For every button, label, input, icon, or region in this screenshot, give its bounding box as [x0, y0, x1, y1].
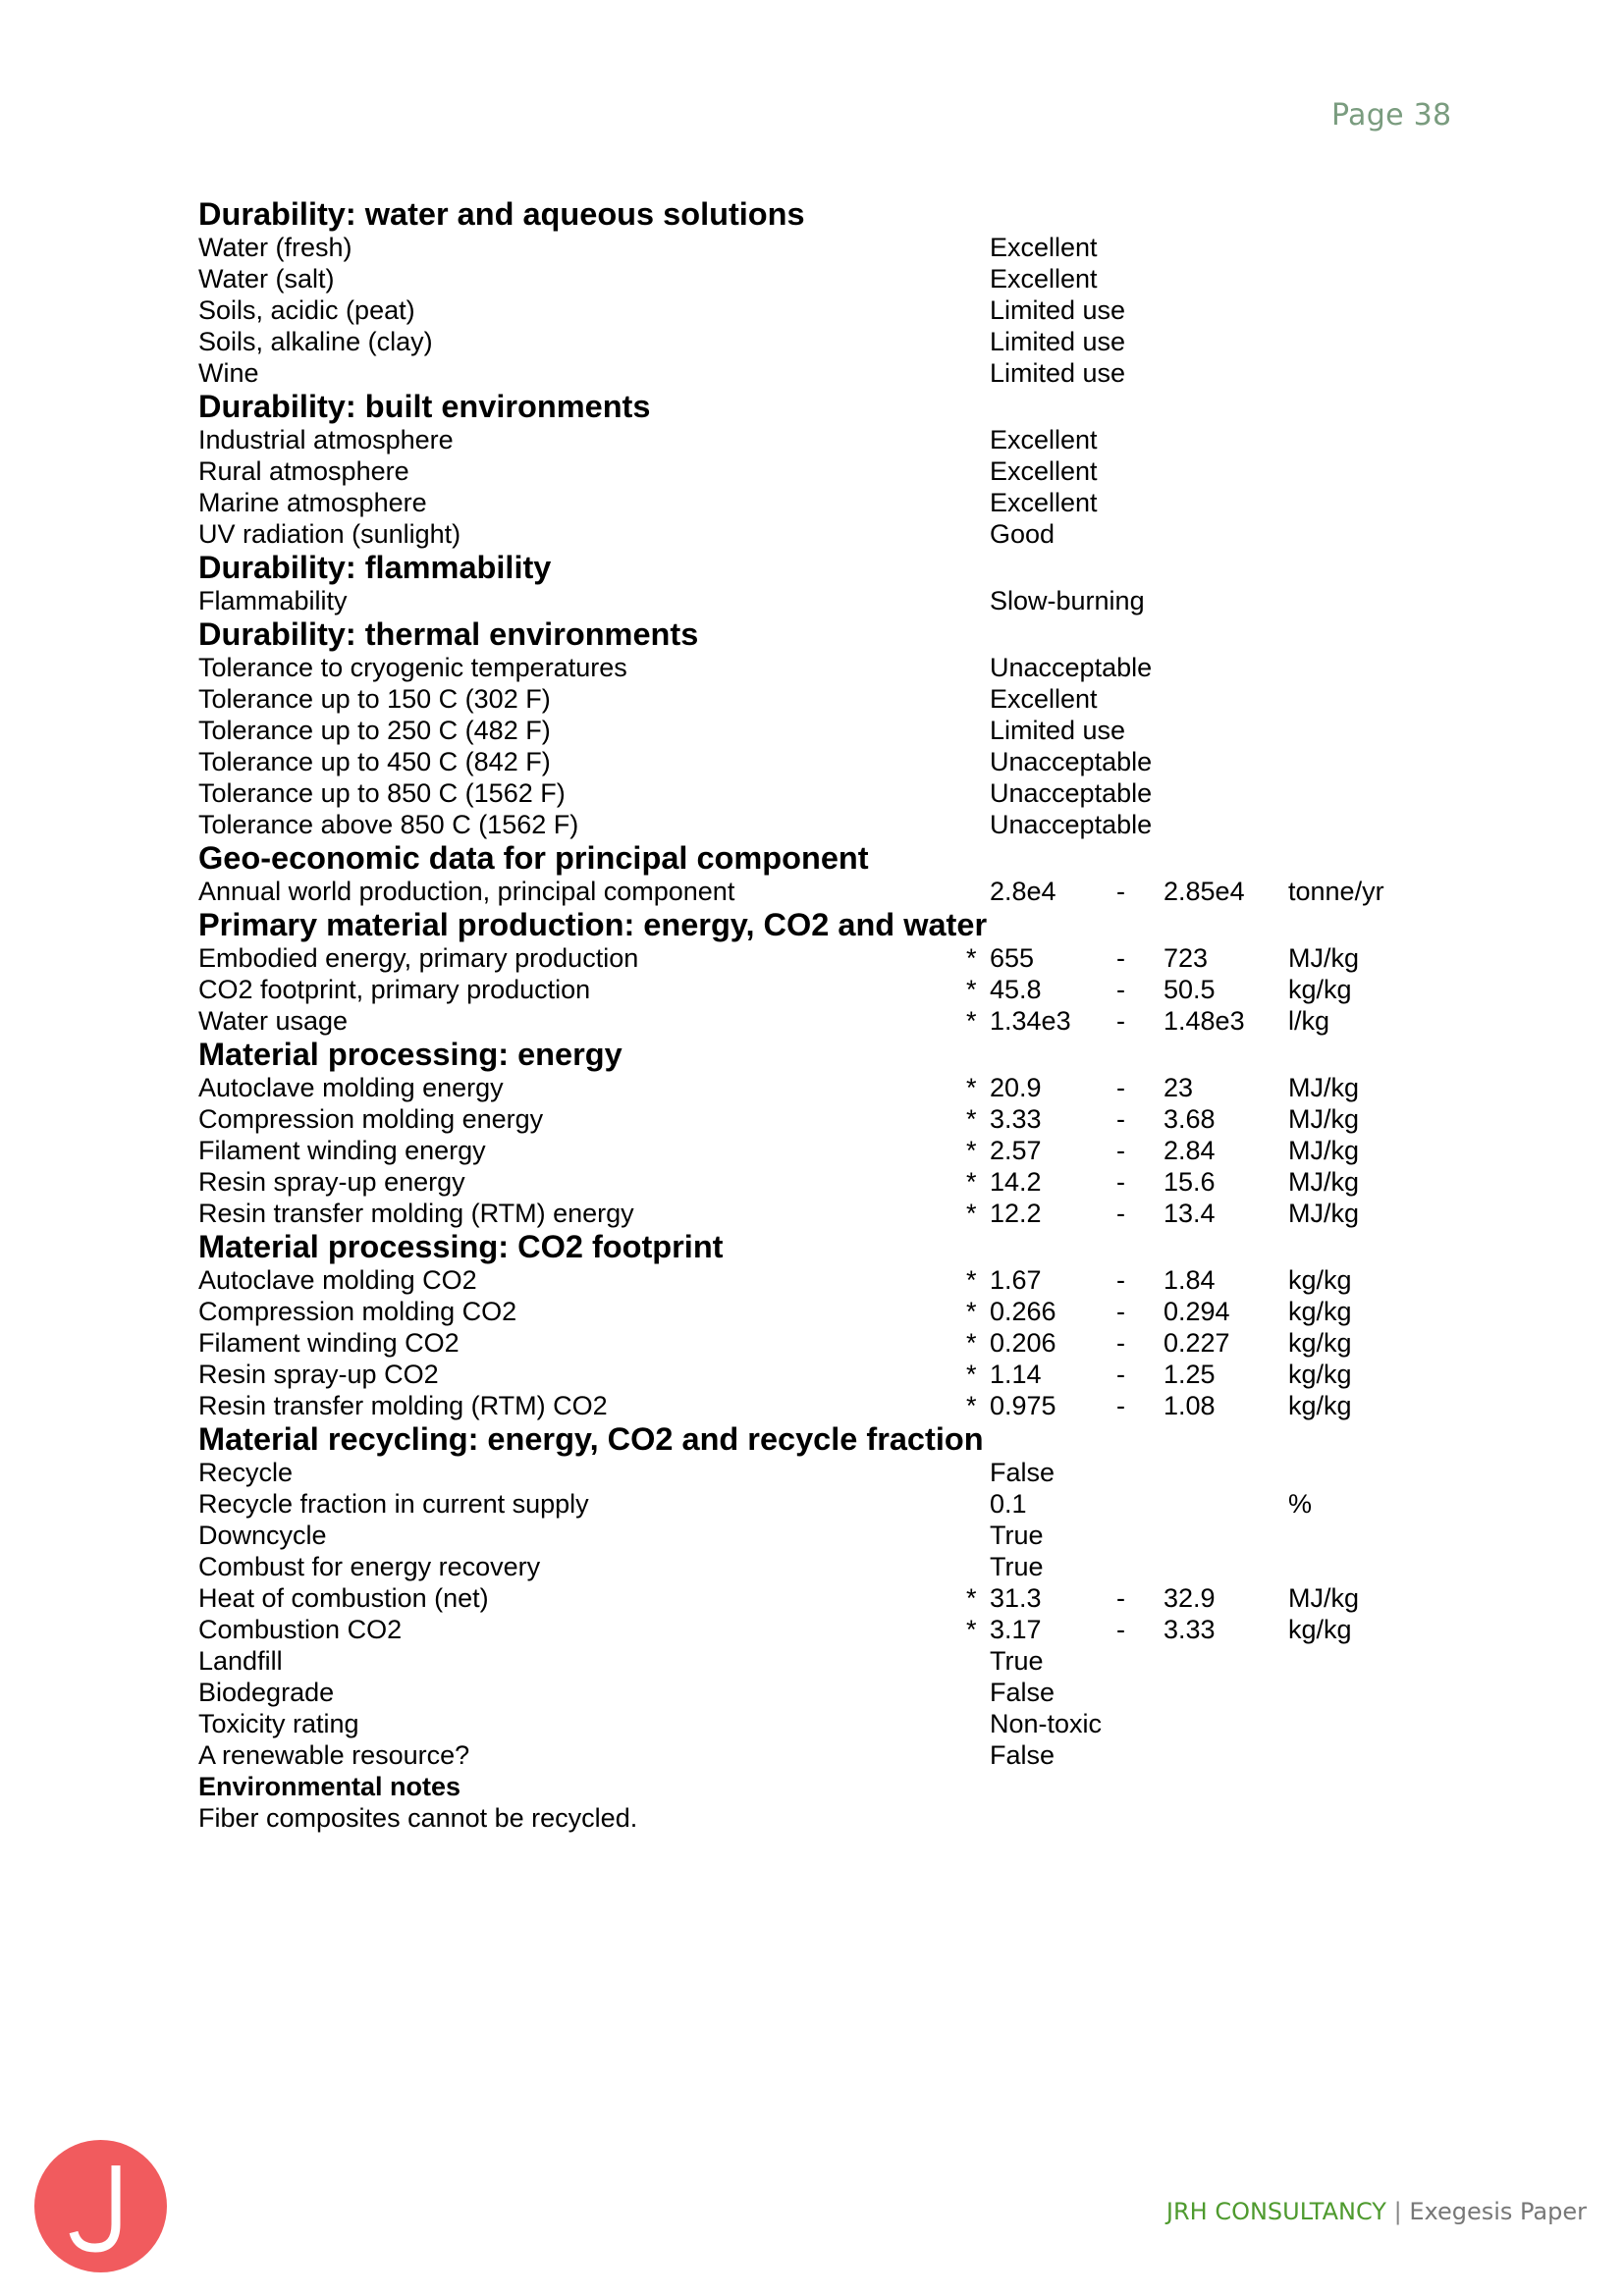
property-value: Excellent: [990, 684, 1098, 714]
property-row: [198, 518, 1475, 550]
estimate-marker: *: [966, 1297, 977, 1326]
property-value-max: 1.25: [1164, 1360, 1216, 1389]
estimate-marker: *: [966, 1167, 977, 1197]
property-row: [198, 1488, 1475, 1520]
property-unit: MJ/kg: [1288, 1199, 1360, 1228]
property-value-max: 3.33: [1164, 1615, 1216, 1644]
property-label: UV radiation (sunlight): [198, 519, 461, 549]
property-value-max: 0.227: [1164, 1328, 1230, 1358]
property-value-max: 1.08: [1164, 1391, 1216, 1420]
property-value-max: 2.85e4: [1164, 877, 1245, 906]
range-separator: -: [1116, 1006, 1125, 1036]
section-heading: Material processing: energy: [198, 1037, 623, 1072]
range-separator: -: [1116, 1297, 1125, 1326]
property-value: 0.1: [990, 1489, 1027, 1519]
range-separator: -: [1116, 1265, 1125, 1295]
property-row: [198, 1072, 1475, 1103]
property-value: 0.266: [990, 1297, 1056, 1326]
section-heading: Durability: built environments: [198, 389, 651, 424]
property-value: 2.57: [990, 1136, 1042, 1165]
property-label: Downcycle: [198, 1521, 327, 1550]
property-row: [198, 746, 1475, 777]
property-row: [198, 1198, 1475, 1229]
property-value-max: 32.9: [1164, 1583, 1216, 1613]
property-label: Tolerance up to 150 C (302 F): [198, 684, 551, 714]
property-label: Water (fresh): [198, 233, 352, 262]
property-label: Soils, alkaline (clay): [198, 327, 433, 356]
property-row: [198, 652, 1475, 683]
estimate-marker: *: [966, 1328, 977, 1358]
property-label: Wine: [198, 358, 259, 388]
property-value: Unacceptable: [990, 778, 1153, 808]
property-label: Landfill: [198, 1646, 283, 1676]
range-separator: -: [1116, 975, 1125, 1004]
property-value: 1.14: [990, 1360, 1042, 1389]
property-value-max: 2.84: [1164, 1136, 1216, 1165]
property-value: Slow-burning: [990, 586, 1145, 615]
range-separator: -: [1116, 943, 1125, 973]
property-value: True: [990, 1552, 1044, 1581]
estimate-marker: *: [966, 975, 977, 1004]
property-value: Excellent: [990, 456, 1098, 486]
estimate-marker: *: [966, 1583, 977, 1613]
property-row: [198, 1677, 1475, 1708]
estimate-marker: *: [966, 1073, 977, 1102]
property-unit: kg/kg: [1288, 1391, 1352, 1420]
properties-document: [198, 196, 1475, 1834]
property-label: Water (salt): [198, 264, 335, 294]
jrh-logo: [34, 2140, 167, 2272]
property-value: Excellent: [990, 425, 1098, 454]
section-heading: Durability: water and aqueous solutions: [198, 196, 805, 232]
property-row: [198, 1296, 1475, 1327]
property-row: [198, 326, 1475, 357]
property-row: [198, 487, 1475, 518]
property-value: 14.2: [990, 1167, 1042, 1197]
estimate-marker: *: [966, 943, 977, 973]
property-value-max: 723: [1164, 943, 1209, 973]
section-heading: Geo-economic data for principal component: [198, 840, 869, 876]
property-row: [198, 1005, 1475, 1037]
property-value: Unacceptable: [990, 653, 1153, 682]
property-label: Resin transfer molding (RTM) CO2: [198, 1391, 608, 1420]
footer-brand: JRH CONSULTANCY: [1165, 2198, 1386, 2225]
property-unit: tonne/yr: [1288, 877, 1384, 906]
property-row: [198, 1390, 1475, 1421]
range-separator: -: [1116, 1199, 1125, 1228]
property-row: [198, 424, 1475, 455]
range-separator: -: [1116, 1583, 1125, 1613]
range-separator: -: [1116, 1136, 1125, 1165]
property-label: Tolerance up to 450 C (842 F): [198, 747, 551, 776]
property-value: 0.206: [990, 1328, 1056, 1358]
property-row: [198, 294, 1475, 326]
logo-letter-j-icon: [34, 2140, 167, 2272]
property-label: Flammability: [198, 586, 348, 615]
estimate-marker: *: [966, 1199, 977, 1228]
property-row: [198, 974, 1475, 1005]
property-unit: kg/kg: [1288, 1297, 1352, 1326]
property-unit: kg/kg: [1288, 1328, 1352, 1358]
property-value-max: 1.84: [1164, 1265, 1216, 1295]
property-value-max: 1.48e3: [1164, 1006, 1245, 1036]
property-label: Resin spray-up energy: [198, 1167, 465, 1197]
property-label: Resin transfer molding (RTM) energy: [198, 1199, 634, 1228]
property-label: Heat of combustion (net): [198, 1583, 489, 1613]
property-value: Excellent: [990, 488, 1098, 517]
property-value-max: 23: [1164, 1073, 1194, 1102]
range-separator: -: [1116, 1104, 1125, 1134]
footer-separator: |: [1393, 2198, 1402, 2225]
estimate-marker: *: [966, 1136, 977, 1165]
property-row: [198, 1359, 1475, 1390]
property-value: Limited use: [990, 716, 1126, 745]
property-value: Unacceptable: [990, 747, 1153, 776]
property-row: [198, 1739, 1475, 1771]
property-label: Autoclave molding energy: [198, 1073, 504, 1102]
property-value: 12.2: [990, 1199, 1042, 1228]
property-label: Biodegrade: [198, 1678, 335, 1707]
property-unit: MJ/kg: [1288, 1167, 1360, 1197]
property-label: Compression molding CO2: [198, 1297, 517, 1326]
section-heading: Durability: flammability: [198, 550, 552, 585]
property-value: 0.975: [990, 1391, 1056, 1420]
property-row: [198, 357, 1475, 389]
range-separator: -: [1116, 1073, 1125, 1102]
property-unit: MJ/kg: [1288, 1104, 1360, 1134]
range-separator: -: [1116, 1167, 1125, 1197]
section-heading: Material processing: CO2 footprint: [198, 1229, 724, 1264]
property-value: Good: [990, 519, 1056, 549]
property-label: Tolerance to cryogenic temperatures: [198, 653, 627, 682]
estimate-marker: *: [966, 1265, 977, 1295]
property-value: Excellent: [990, 233, 1098, 262]
property-value-max: 15.6: [1164, 1167, 1216, 1197]
property-unit: MJ/kg: [1288, 1583, 1360, 1613]
property-unit: MJ/kg: [1288, 1136, 1360, 1165]
property-label: Combustion CO2: [198, 1615, 403, 1644]
property-value: Limited use: [990, 327, 1126, 356]
property-label: Filament winding CO2: [198, 1328, 460, 1358]
property-value: Unacceptable: [990, 810, 1153, 839]
page-number: Page 38: [1331, 98, 1452, 133]
range-separator: -: [1116, 1360, 1125, 1389]
property-value: False: [990, 1458, 1056, 1487]
property-row: [198, 455, 1475, 487]
range-separator: -: [1116, 1615, 1125, 1644]
property-unit: kg/kg: [1288, 1360, 1352, 1389]
property-row: [198, 1520, 1475, 1551]
property-value: Non-toxic: [990, 1709, 1103, 1738]
section-heading: Durability: thermal environments: [198, 616, 699, 652]
property-label: Tolerance up to 250 C (482 F): [198, 716, 551, 745]
footer-document-type: Exegesis Paper: [1409, 2198, 1587, 2225]
property-row: [198, 1614, 1475, 1645]
property-label: Annual world production, principal component: [198, 877, 735, 906]
property-value: 2.8e4: [990, 877, 1056, 906]
property-row: [198, 942, 1475, 974]
property-row: [198, 809, 1475, 840]
property-label: Soils, acidic (peat): [198, 295, 415, 325]
property-value: Limited use: [990, 358, 1126, 388]
property-label: Compression molding energy: [198, 1104, 544, 1134]
property-value: 1.67: [990, 1265, 1042, 1295]
property-row: [198, 1708, 1475, 1739]
property-label: Marine atmosphere: [198, 488, 427, 517]
property-label: Industrial atmosphere: [198, 425, 454, 454]
property-value: False: [990, 1678, 1056, 1707]
property-label: Filament winding energy: [198, 1136, 486, 1165]
range-separator: -: [1116, 877, 1125, 906]
property-row: [198, 1103, 1475, 1135]
environmental-notes-text: Fiber composites cannot be recycled.: [198, 1803, 638, 1833]
property-label: A renewable resource?: [198, 1740, 470, 1770]
property-label: Recycle: [198, 1458, 294, 1487]
property-row: [198, 1166, 1475, 1198]
property-value: Excellent: [990, 264, 1098, 294]
property-label: Tolerance above 850 C (1562 F): [198, 810, 579, 839]
property-value-max: 13.4: [1164, 1199, 1216, 1228]
property-row: [198, 1582, 1475, 1614]
property-unit: %: [1288, 1489, 1313, 1519]
environmental-notes-heading: Environmental notes: [198, 1772, 461, 1801]
property-row: [198, 683, 1475, 715]
property-label: Rural atmosphere: [198, 456, 409, 486]
property-value: 20.9: [990, 1073, 1042, 1102]
property-value-max: 3.68: [1164, 1104, 1216, 1134]
property-label: Toxicity rating: [198, 1709, 359, 1738]
property-row: [198, 1327, 1475, 1359]
section-heading: Material recycling: energy, CO2 and recycle fraction: [198, 1421, 984, 1457]
property-label: Embodied energy, primary production: [198, 943, 639, 973]
property-label: CO2 footprint, primary production: [198, 975, 591, 1004]
property-row: [198, 585, 1475, 616]
property-value-max: 50.5: [1164, 975, 1216, 1004]
property-value: 3.17: [990, 1615, 1042, 1644]
property-row: [198, 263, 1475, 294]
property-unit: MJ/kg: [1288, 943, 1360, 973]
property-unit: kg/kg: [1288, 1265, 1352, 1295]
estimate-marker: *: [966, 1615, 977, 1644]
property-label: Autoclave molding CO2: [198, 1265, 477, 1295]
property-row: [198, 1135, 1475, 1166]
estimate-marker: *: [966, 1006, 977, 1036]
property-label: Water usage: [198, 1006, 349, 1036]
property-value: True: [990, 1521, 1044, 1550]
estimate-marker: *: [966, 1391, 977, 1420]
property-row: [198, 232, 1475, 263]
range-separator: -: [1116, 1391, 1125, 1420]
property-value-max: 0.294: [1164, 1297, 1230, 1326]
property-label: Resin spray-up CO2: [198, 1360, 439, 1389]
property-unit: kg/kg: [1288, 975, 1352, 1004]
property-row: [198, 876, 1475, 907]
property-row: [198, 715, 1475, 746]
property-unit: MJ/kg: [1288, 1073, 1360, 1102]
footer: [1166, 2198, 1587, 2225]
section-heading: Primary material production: energy, CO2 and water: [198, 907, 988, 942]
property-value: 45.8: [990, 975, 1042, 1004]
property-row: [198, 1264, 1475, 1296]
property-label: Combust for energy recovery: [198, 1552, 541, 1581]
property-value: 655: [990, 943, 1035, 973]
property-value: True: [990, 1646, 1044, 1676]
property-row: [198, 1645, 1475, 1677]
property-value: False: [990, 1740, 1056, 1770]
property-value: 3.33: [990, 1104, 1042, 1134]
property-value: 1.34e3: [990, 1006, 1071, 1036]
property-row: [198, 1551, 1475, 1582]
property-row: [198, 1457, 1475, 1488]
property-row: [198, 777, 1475, 809]
property-label: Recycle fraction in current supply: [198, 1489, 589, 1519]
property-unit: l/kg: [1288, 1006, 1330, 1036]
range-separator: -: [1116, 1328, 1125, 1358]
estimate-marker: *: [966, 1104, 977, 1134]
property-value: Limited use: [990, 295, 1126, 325]
property-unit: kg/kg: [1288, 1615, 1352, 1644]
estimate-marker: *: [966, 1360, 977, 1389]
property-label: Tolerance up to 850 C (1562 F): [198, 778, 566, 808]
property-value: 31.3: [990, 1583, 1042, 1613]
